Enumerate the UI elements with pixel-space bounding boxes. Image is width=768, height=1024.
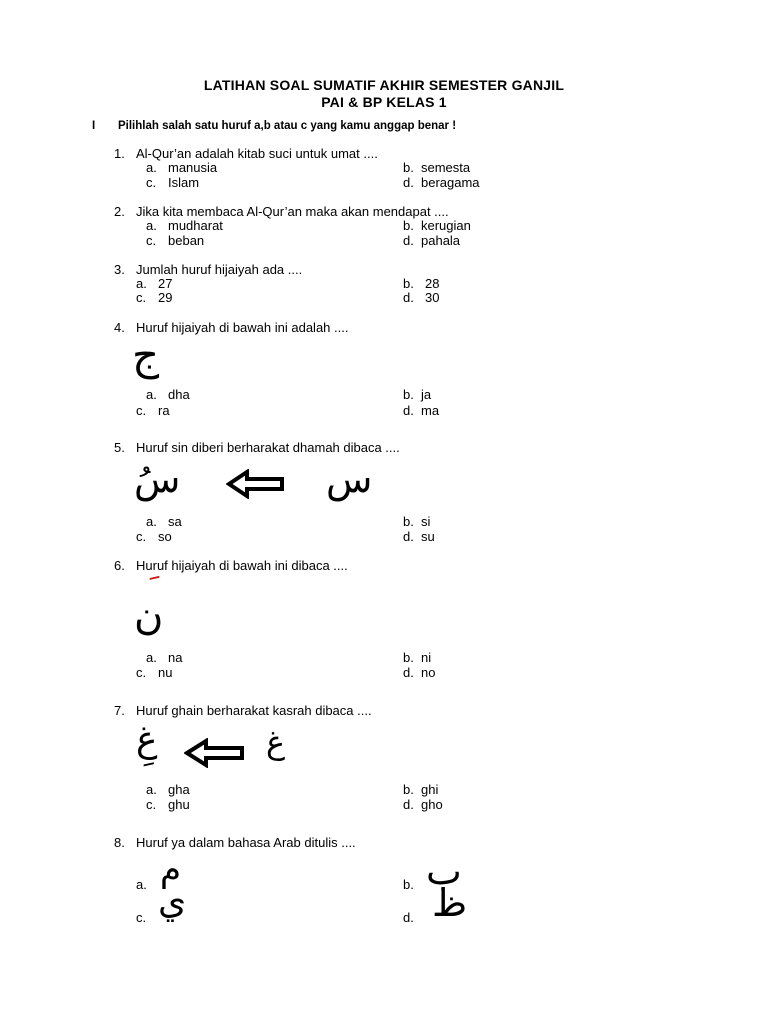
option-label: c.: [146, 233, 157, 248]
question-text: Huruf sin diberi berharakat dhamah dibaca ....: [136, 440, 400, 455]
option-label: b.: [403, 387, 414, 402]
question-text: Huruf hijaiyah di bawah ini adalah ....: [136, 320, 349, 335]
question-number: 1.: [114, 146, 125, 161]
question-text: Huruf hijaiyah di bawah ini dibaca ....: [136, 558, 348, 573]
arabic-letter-ba: ب: [426, 849, 462, 893]
option-label: b.: [403, 877, 414, 892]
option-label: b.: [403, 276, 414, 291]
option-label: c.: [146, 175, 157, 190]
option-c: Islam: [168, 175, 200, 190]
arabic-letter-sin-dhammah: سُ: [134, 457, 181, 501]
section-number: I: [92, 120, 96, 132]
option-label: d.: [403, 529, 414, 544]
option-a: na: [168, 650, 183, 665]
question-text: Al-Qur’an adalah kitab suci untuk umat ....: [136, 146, 378, 161]
arabic-letter-zha: ظ: [432, 881, 468, 925]
option-label: c.: [146, 797, 157, 812]
option-label: a.: [146, 160, 157, 175]
arabic-letter-jim: ج: [132, 330, 160, 379]
option-label: d.: [403, 233, 414, 248]
option-label: b.: [403, 160, 414, 175]
page-subtitle: PAI & BP KELAS 1: [321, 94, 447, 110]
option-label: a.: [136, 276, 147, 291]
option-b: ghi: [421, 782, 439, 797]
question-number: 2.: [114, 204, 125, 219]
option-d: ma: [421, 403, 440, 418]
option-a: 27: [158, 276, 173, 291]
option-label: c.: [136, 910, 147, 925]
question-text: Jika kita membaca Al-Qur’an maka akan mendapat ....: [136, 204, 449, 219]
option-label: a.: [146, 782, 157, 797]
option-a: gha: [168, 782, 190, 797]
option-d: beragama: [421, 175, 480, 190]
option-a: sa: [168, 514, 182, 529]
option-label: a.: [146, 514, 157, 529]
option-c: ghu: [168, 797, 190, 812]
option-label: d.: [403, 910, 414, 925]
arabic-letter-sin: س: [326, 457, 373, 501]
question-text: Jumlah huruf hijaiyah ada ....: [136, 262, 303, 277]
arabic-letter-mim: م: [160, 850, 182, 890]
question-text: Huruf ya dalam bahasa Arab ditulis ....: [136, 835, 356, 850]
option-b: semesta: [421, 160, 471, 175]
option-label: a.: [136, 877, 147, 892]
option-c: ra: [158, 403, 170, 418]
option-label: b.: [403, 650, 414, 665]
option-label: d.: [403, 290, 414, 305]
option-b: ni: [421, 650, 432, 665]
option-d: su: [421, 529, 435, 544]
option-label: a.: [146, 650, 157, 665]
option-label: c.: [136, 403, 147, 418]
option-b: kerugian: [421, 218, 471, 233]
option-label: b.: [403, 514, 414, 529]
option-b: 28: [425, 276, 440, 291]
option-d: gho: [421, 797, 443, 812]
option-c: nu: [158, 665, 173, 680]
question-number: 6.: [114, 558, 125, 573]
option-label: d.: [403, 665, 414, 680]
option-label: b.: [403, 782, 414, 797]
option-b: ja: [421, 387, 432, 402]
option-label: b.: [403, 218, 414, 233]
option-d: 30: [425, 290, 440, 305]
option-label: a.: [146, 387, 157, 402]
option-a: mudharat: [168, 218, 223, 233]
arabic-letter-ya: ي: [158, 881, 187, 922]
option-d: pahala: [421, 233, 461, 248]
question-number: 3.: [114, 262, 125, 277]
arabic-letter-ghain-kasrah: غِ: [136, 719, 158, 760]
option-c: so: [158, 529, 172, 544]
arabic-letter-ghain: غ: [266, 723, 286, 761]
option-b: si: [421, 514, 431, 529]
option-label: d.: [403, 797, 414, 812]
option-label: c.: [136, 529, 147, 544]
option-label: c.: [136, 665, 147, 680]
left-arrow-icon: [226, 469, 286, 499]
option-c: 29: [158, 290, 173, 305]
section-instruction: Pilihlah salah satu huruf a,b atau c yang kamu anggap benar !: [118, 120, 457, 132]
question-number: 7.: [114, 703, 125, 718]
question-number: 5.: [114, 440, 125, 455]
option-label: d.: [403, 175, 414, 190]
option-c: beban: [168, 233, 205, 248]
option-a: manusia: [168, 160, 218, 175]
option-d: no: [421, 665, 436, 680]
question-text: Huruf ghain berharakat kasrah dibaca ....: [136, 703, 372, 718]
left-arrow-icon: [184, 738, 246, 768]
option-label: a.: [146, 218, 157, 233]
question-number: 8.: [114, 835, 125, 850]
page-title: LATIHAN SOAL SUMATIF AKHIR SEMESTER GANJIL: [203, 77, 565, 93]
arabic-letter-nun: ن: [134, 593, 164, 639]
question-number: 4.: [114, 320, 125, 335]
option-label: c.: [136, 290, 147, 305]
option-label: d.: [403, 403, 414, 418]
option-a: dha: [168, 387, 190, 402]
